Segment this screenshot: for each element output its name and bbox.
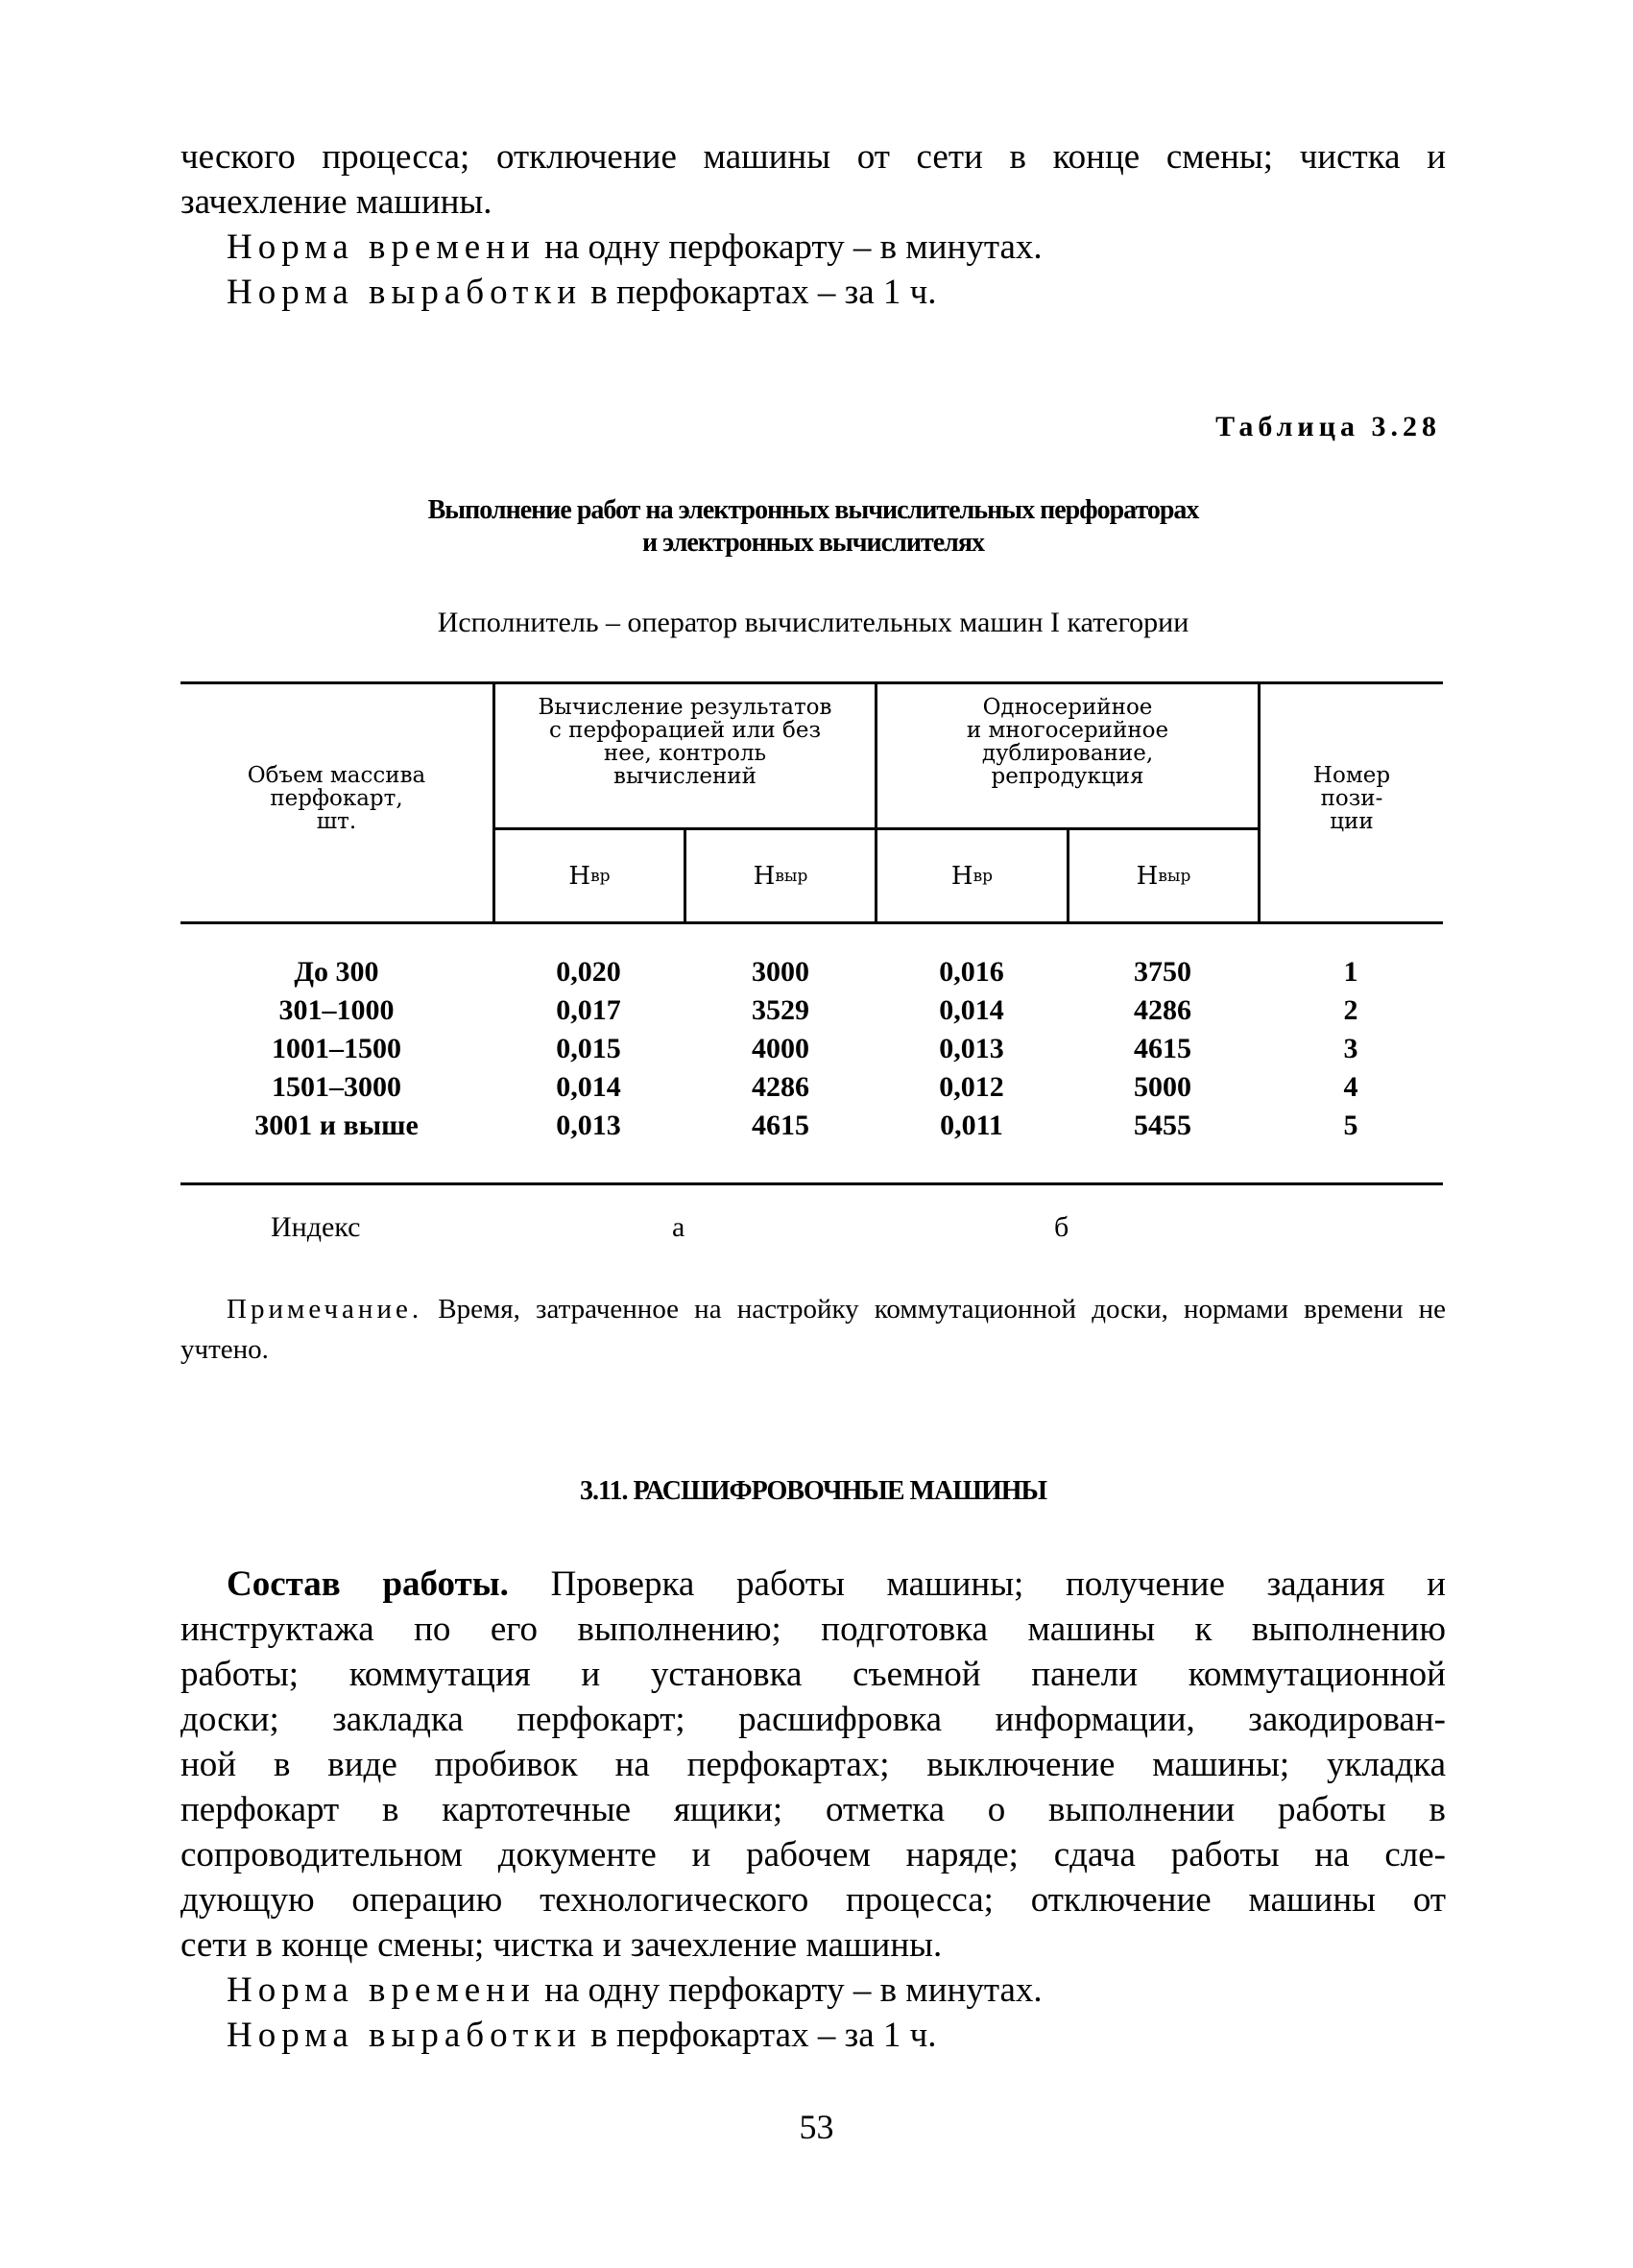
cell-b-nvr: 0,016 xyxy=(939,956,1004,988)
cell-b-nvr: 0,014 xyxy=(939,994,1004,1026)
note-text: Время, затраченное на настройку коммутационной доски, нормами времени не учтено. xyxy=(180,1294,1446,1365)
norm-time-text: на одну перфокарту – в минутах. xyxy=(535,1970,1043,2010)
n-symbol: Н xyxy=(568,861,591,891)
header-text: дублирование, xyxy=(981,741,1154,766)
cell-a-nvr: 0,020 xyxy=(556,956,621,988)
index-a: а xyxy=(672,1211,685,1243)
header-group-a xyxy=(495,684,875,827)
header-a-nvr xyxy=(495,830,684,921)
header-text: Объем массива xyxy=(247,762,426,788)
note-label: Примечание. xyxy=(227,1294,423,1325)
cell-position: 1 xyxy=(1343,956,1358,988)
table-title-line: и электронных вычислителях xyxy=(641,528,984,558)
text-line: перфокарт в картотечные ящики; отметка о выполнении работы в xyxy=(180,1790,1446,1829)
header-position xyxy=(1261,684,1443,921)
norm-time-line xyxy=(180,225,1446,270)
header-text: Вычисление результатов xyxy=(538,695,832,720)
text-line: ческого процесса; отключение машины от сети в конце смены; чистка и xyxy=(180,137,1446,177)
cell-volume: 1001–1500 xyxy=(272,1033,401,1064)
table-bottom-rule xyxy=(180,1182,1443,1185)
text-line: ной в виде пробивок на перфокартах; выключение машины; укладка xyxy=(180,1745,1446,1784)
norm-output-text: в перфокартах – за 1 ч. xyxy=(582,2016,937,2055)
cell-position: 4 xyxy=(1343,1071,1358,1103)
header-text: пози- xyxy=(1320,785,1383,811)
table-title xyxy=(180,494,1446,560)
n-symbol: Н xyxy=(1136,861,1159,891)
top-paragraph xyxy=(180,134,1446,315)
index-label: Индекс xyxy=(271,1211,361,1243)
header-text: нее, контроль xyxy=(603,741,767,766)
text-line: доски; закладка перфокарт; расшифровка информации, закодирован- xyxy=(180,1700,1446,1739)
cell-b-nvyr: 4615 xyxy=(1134,1033,1191,1064)
cell-b-nvyr: 4286 xyxy=(1134,994,1191,1026)
header-text: репродукция xyxy=(991,764,1144,789)
header-b-nvr xyxy=(877,830,1067,921)
cell-volume: До 300 xyxy=(294,956,379,988)
norm-time-label: Норма времени xyxy=(227,227,536,267)
cell-a-nvr: 0,015 xyxy=(556,1033,621,1064)
header-a-nvyr xyxy=(686,830,875,921)
norm-time-text: на одну перфокарту – в минутах. xyxy=(535,227,1043,267)
text-line: работы; коммутация и установка съемной панели коммутационной xyxy=(180,1655,1446,1694)
cell-a-nvyr: 3000 xyxy=(752,956,809,988)
cell-b-nvr: 0,011 xyxy=(940,1110,1003,1141)
cell-a-nvyr: 4286 xyxy=(752,1071,809,1103)
table-note xyxy=(180,1289,1446,1370)
norm-time-line xyxy=(180,1968,1446,2013)
cell-position: 5 xyxy=(1343,1110,1358,1141)
lead-label: Состав работы. xyxy=(227,1564,509,1604)
header-text: шт. xyxy=(316,808,357,834)
cell-volume: 301–1000 xyxy=(278,994,395,1026)
text-segment: Проверка работы машины; получение задания и xyxy=(508,1564,1446,1604)
page-number: 53 xyxy=(799,2108,834,2146)
norm-time-label: Норма времени xyxy=(227,1970,536,2010)
norm-output-text: в перфокартах – за 1 ч. xyxy=(582,273,937,312)
text-line xyxy=(180,1562,1446,1607)
section-heading: 3.11. РАСШИФРОВОЧНЫЕ МАШИНЫ xyxy=(579,1476,1047,1506)
cell-b-nvyr: 5455 xyxy=(1134,1110,1191,1141)
cell-a-nvyr: 3529 xyxy=(752,994,809,1026)
cell-volume: 1501–3000 xyxy=(272,1071,401,1103)
cell-position: 2 xyxy=(1343,994,1358,1026)
text-line: сети в конце смены; чистка и зачехление машины. xyxy=(180,1925,943,1965)
cell-b-nvyr: 3750 xyxy=(1134,956,1191,988)
header-b-nvyr xyxy=(1069,830,1258,921)
text-line: инструктажа по его выполнению; подготовка машины к выполнению xyxy=(180,1610,1446,1649)
index-b: б xyxy=(1054,1211,1069,1243)
cell-b-nvr: 0,013 xyxy=(939,1033,1004,1064)
header-text: ции xyxy=(1330,808,1374,834)
cell-a-nvr: 0,017 xyxy=(556,994,621,1026)
cell-a-nvyr: 4000 xyxy=(752,1033,809,1064)
n-subscript: выр xyxy=(1158,866,1191,886)
n-symbol: Н xyxy=(950,861,973,891)
n-symbol: Н xyxy=(753,861,776,891)
n-subscript: выр xyxy=(775,866,808,886)
cell-a-nvyr: 4615 xyxy=(752,1110,809,1141)
cell-a-nvr: 0,013 xyxy=(556,1110,621,1141)
cell-volume: 3001 и выше xyxy=(254,1110,419,1141)
cell-a-nvr: 0,014 xyxy=(556,1071,621,1103)
n-subscript: вр xyxy=(590,866,611,886)
header-group-b xyxy=(877,684,1258,827)
header-text: вычислений xyxy=(613,764,756,789)
header-text: с перфорацией или без xyxy=(548,718,822,743)
norm-output-line xyxy=(180,2013,1446,2058)
text-line: зачехление машины. xyxy=(180,182,492,222)
header-text: и многосерийное xyxy=(966,718,1169,743)
cell-position: 3 xyxy=(1343,1033,1358,1064)
table-label: Таблица 3.28 xyxy=(1215,411,1441,442)
header-volume xyxy=(180,684,492,921)
performer-line: Исполнитель – оператор вычислительных машин I категории xyxy=(437,607,1189,638)
header-text: Номер xyxy=(1312,762,1391,788)
cell-b-nvyr: 5000 xyxy=(1134,1071,1191,1103)
table-title-line: Выполнение работ на электронных вычислительных перфораторах xyxy=(427,495,1199,525)
text-line: дующую операцию технологического процесса; отключение машины от xyxy=(180,1880,1446,1920)
section-paragraph xyxy=(180,1562,1446,2058)
norm-output-line xyxy=(180,270,1446,315)
norm-output-label: Норма выработки xyxy=(227,273,583,312)
norm-output-label: Норма выработки xyxy=(227,2016,583,2055)
header-text: перфокарт, xyxy=(270,785,403,811)
n-subscript: вр xyxy=(973,866,994,886)
text-line: сопроводительном документе и рабочем наряде; сдача работы на сле- xyxy=(180,1835,1446,1874)
header-text: Односерийное xyxy=(982,695,1153,720)
header-bottom-rule xyxy=(180,921,1443,924)
cell-b-nvr: 0,012 xyxy=(939,1071,1004,1103)
